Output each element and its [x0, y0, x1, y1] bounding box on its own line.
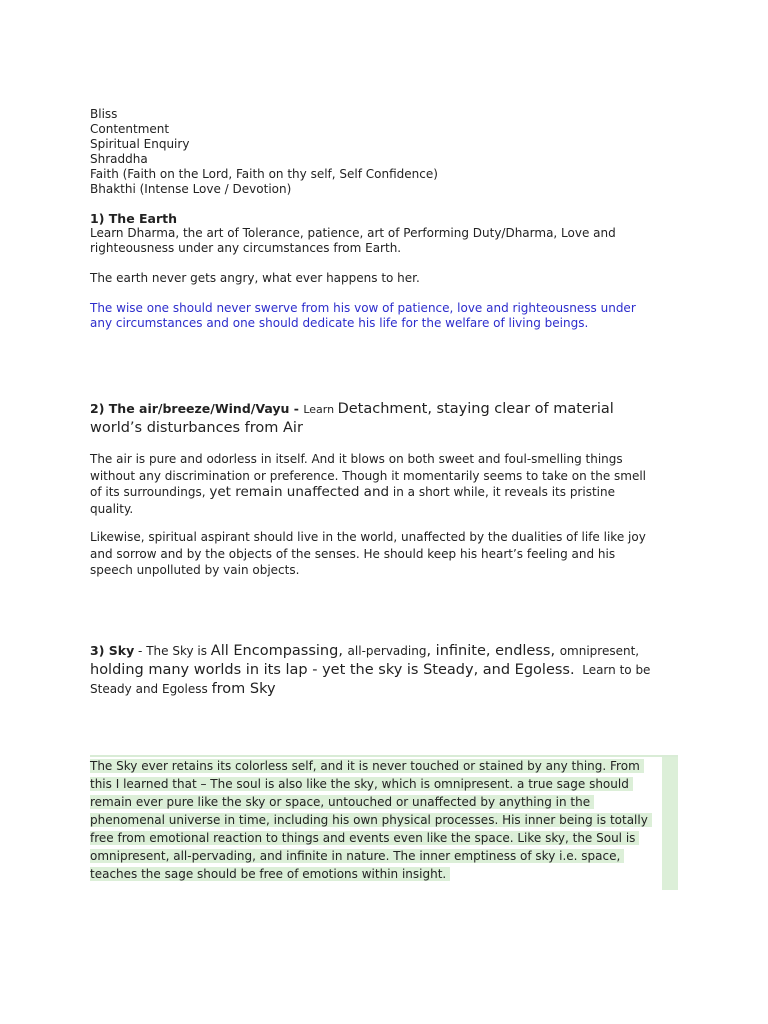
text-run: Learn to be — [574, 662, 651, 677]
list-item: Bliss — [90, 107, 118, 121]
list-item: Shraddha — [90, 152, 148, 166]
document-body — [90, 107, 682, 699]
spacer — [90, 438, 682, 451]
shaded-line: omnipresent, all-pervading, and infinite in nature. The inner emptiness of sky i.e. space, — [90, 847, 678, 865]
text-run-large: , infinite, endless, — [426, 642, 560, 659]
text-run: of its surroundings, — [90, 485, 210, 499]
section-air — [90, 399, 682, 579]
text-run: Steady and Egoless — [90, 681, 212, 696]
highlighted-quote-line: any circumstances and one should dedicate his life for the welfare of living beings. — [90, 316, 589, 330]
dash: - — [289, 401, 304, 416]
section-sky — [90, 641, 682, 699]
spacer — [90, 286, 682, 301]
spacer — [90, 579, 682, 641]
spacer — [90, 256, 682, 271]
shaded-line: this I learned that – The soul is also like the sky, which is omnipresent. a true sage should — [90, 775, 678, 793]
section-title-line — [90, 680, 682, 699]
paragraph-line: speech unpolluted by vain objects. — [90, 563, 300, 577]
section-heading: 2) The air/breeze/Wind/Vayu — [90, 401, 290, 416]
section-title-line: world’s disturbances from Air — [90, 420, 303, 436]
paragraph-line: without any discrimination or preference. Though it momentarily seems to take on the smell — [90, 468, 647, 483]
list-item: Contentment — [90, 122, 170, 136]
text-run-large: from Sky — [211, 680, 276, 697]
text-run-large: yet remain unaffected and — [209, 484, 390, 500]
shaded-line: The Sky ever retains its colorless self, and it is never touched or stained by any thing. From — [90, 757, 678, 775]
spacer — [90, 517, 682, 529]
section-title-line — [90, 661, 682, 680]
paragraph-line: and sorrow and by the objects of the senses. He should keep his heart’s feeling and his — [90, 546, 616, 561]
title-large-text: Detachment, staying clear of material — [337, 401, 614, 417]
list-item: Faith (Faith on the Lord, Faith on thy self, Self Confidence) — [90, 167, 438, 181]
text-run: in a short while, it reveals its pristine — [389, 485, 615, 499]
paragraph-line: quality. — [90, 501, 134, 516]
list-item: Bhakthi (Intense Love / Devotion) — [90, 182, 292, 196]
learn-text: Learn — [303, 403, 338, 416]
spacer — [90, 197, 682, 211]
text-run-large: All Encompassing, — [210, 642, 348, 659]
shaded-line: phenomenal universe in time, including his own physical processes. His inner being is totally — [90, 811, 678, 829]
shaded-line: remain ever pure like the sky or space, untouched or unaffected by anything in the — [90, 793, 678, 811]
text-run: The Sky is — [146, 643, 211, 658]
paragraph-line: Likewise, spiritual aspirant should live in the world, unaffected by the dualities of life like joy — [90, 530, 646, 544]
section-title-line — [90, 399, 682, 419]
text-run: omnipresent, — [559, 643, 640, 658]
paragraph-line: Learn Dharma, the art of Tolerance, patience, art of Performing Duty/Dharma, Love and — [90, 226, 616, 240]
paragraph-line: The earth never gets angry, what ever happens to her. — [90, 271, 420, 285]
paragraph-line: righteousness under any circumstances from Earth. — [90, 241, 402, 255]
spacer — [90, 331, 682, 399]
list-item: Spiritual Enquiry — [90, 137, 190, 151]
paragraph-line — [90, 484, 682, 501]
section-heading: 3) Sky — [90, 642, 135, 658]
section-heading: 1) The Earth — [90, 211, 178, 226]
text-run-large: holding many worlds in its lap - yet the sky is Steady, and Egoless. — [90, 661, 575, 678]
shaded-line: free from emotional reaction to things and events even like the space. Like sky, the Soul is — [90, 829, 678, 847]
section-earth — [90, 211, 682, 331]
text-run: all-pervading — [347, 643, 427, 658]
section-title-line — [90, 641, 682, 661]
shading-strip — [662, 757, 678, 890]
highlighted-quote-line: The wise one should never swerve from his vow of patience, love and righteousness under — [90, 301, 636, 315]
shaded-paragraph — [90, 755, 678, 890]
dash: - — [134, 643, 147, 658]
virtue-list — [90, 107, 682, 197]
paragraph-line: The air is pure and odorless in itself. And it blows on both sweet and foul-smelling things — [90, 452, 623, 466]
shaded-line: teaches the sage should be free of emotions within insight. — [90, 865, 678, 883]
